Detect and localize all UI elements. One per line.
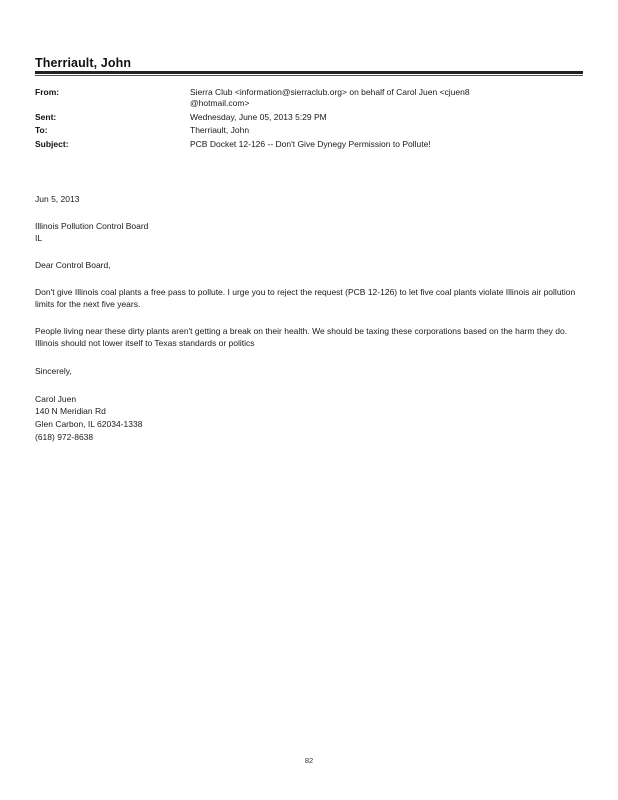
from-value-line2: @hotmail.com> [190, 98, 250, 108]
signature-address-line1: 140 N Meridian Rd [35, 406, 106, 416]
signature-address-line2: Glen Carbon, IL 62034-1338 [35, 419, 143, 429]
sent-label: Sent: [35, 112, 57, 122]
from-value [190, 87, 570, 109]
signature-name: Carol Juen [35, 394, 77, 404]
paragraph-1: Don't give Illinois coal plants a free pass to pollute. I urge you to reject the request (PCB 12-126) to let five coal plants violate Illinois air pollution limits for the next five years. [35, 287, 576, 309]
header-divider-thin [35, 75, 583, 76]
sent-value: Wednesday, June 05, 2013 5:29 PM [190, 112, 327, 122]
paragraph-2: People living near these dirty plants aren't getting a break on their health. We should be taxing these corporations based on the harm they do. Illinois should not lower itself to Texas standards or politics [35, 326, 568, 348]
subject-value: PCB Docket 12-126 -- Don't Give Dynegy Permission to Pollute! [190, 139, 431, 149]
salutation: Dear Control Board, [35, 260, 111, 270]
closing: Sincerely, [35, 366, 72, 376]
page-number: 82 [304, 756, 314, 765]
signature-phone: (618) 972-8638 [35, 432, 94, 442]
subject-label: Subject: [35, 139, 69, 149]
from-label: From: [35, 87, 60, 97]
letter-date: Jun 5, 2013 [35, 194, 80, 204]
header-divider [35, 71, 583, 74]
from-value-line1: Sierra Club <information@sierraclub.org> on behalf of Carol Juen <cjuen8 [190, 87, 470, 97]
to-value: Therriault, John [190, 125, 250, 135]
to-label: To: [35, 125, 48, 135]
mailbox-owner-name: Therriault, John [35, 56, 132, 70]
recipient-line2: IL [35, 233, 43, 243]
recipient-line1: Illinois Pollution Control Board [35, 221, 149, 231]
